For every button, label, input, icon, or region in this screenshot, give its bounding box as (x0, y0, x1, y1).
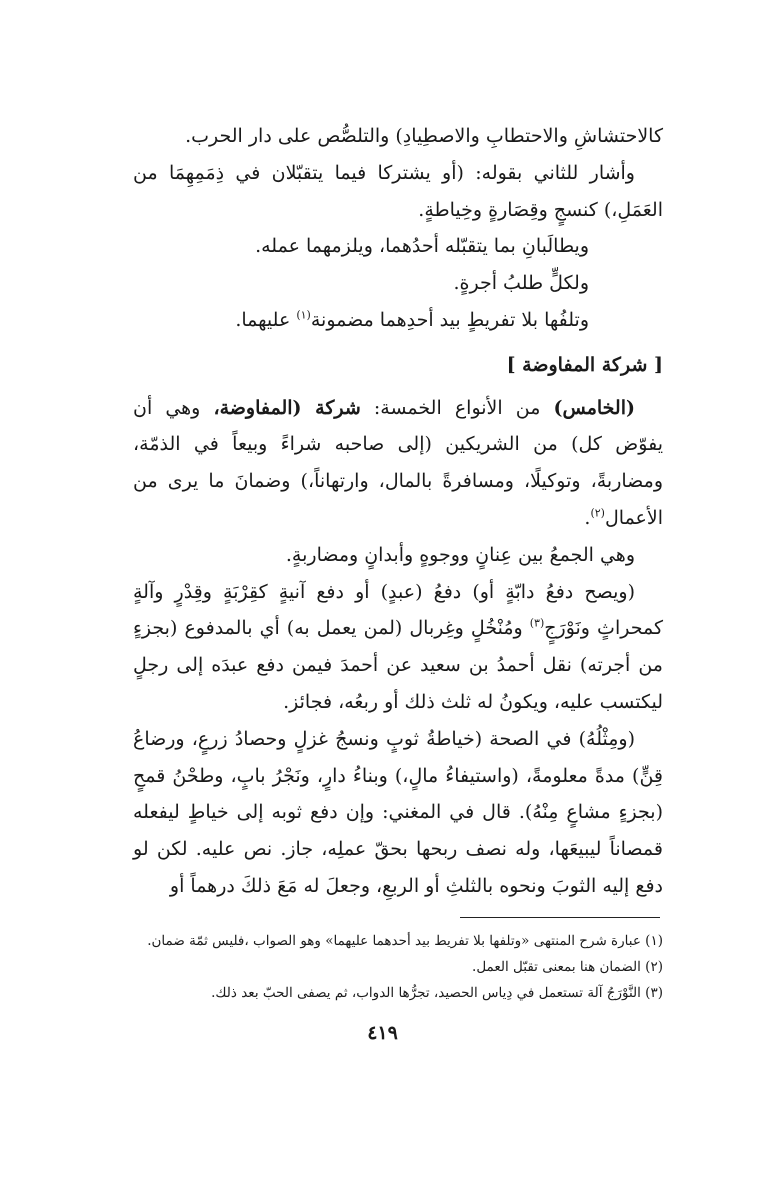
paragraph: كالاحتشاشِ والاحتطابِ والاصطِيادِ) والتلصُّص على دار الحرب. (185, 125, 663, 147)
page-number: ٤١٩ (367, 1022, 398, 1044)
paragraph: ويطالَبانِ بما يتقبّله أحدُهما، ويلزمهما عمله. (255, 235, 589, 258)
footnote: (٣) النَّوْرَجُ آلة تستعمل في دِياس الحصيد، تجرُّها الدواب، ثم يصفى الحبّ بعد ذلك. (211, 985, 663, 1001)
paragraph (133, 302, 663, 339)
paragraph: وهي الجمعُ بين عِنانٍ ووجوهٍ وأبدانٍ ومضاربةٍ. (285, 543, 635, 566)
paragraph: وأشار للثاني بقوله: (أو يشتركا فيما يتقبّلان في ذِمَمِهِمَا من العَمَلِ،) كنسجٍ وقِصَارةٍ وخِياطةٍ. (133, 161, 663, 221)
text-run: عليهما. (235, 308, 297, 331)
text-run: شركة (المفاوضة، (213, 396, 361, 419)
main-text (133, 118, 663, 905)
footnote-ref: (١) (296, 308, 311, 322)
footnote: (٢) الضمان هنا بمعنى تقبّل العمل. (472, 959, 663, 975)
text-run: من الأنواع الخمسة: (360, 396, 554, 419)
footnotes (133, 928, 663, 1006)
text-run: (الخامس) (553, 396, 635, 419)
footnote-ref: (٣) (529, 617, 545, 631)
text-run: وهي أن يفوّض كل) من الشريكين (إلى صاحبه شراءً وبيعاً في الذمّة، ومضاربةً، وتوكيلًا، ومسافرةً بالمال، وارتهاناً،) وضمانَ ما يرى من الأعمال (133, 396, 663, 529)
footnote: (١) عبارة شرح المنتهى «وتلفها بلا تفريط بيد أحدهما عليهما» وهو الصواب ،فليس ثمّة ضمان. (147, 933, 663, 949)
paragraph (133, 390, 663, 537)
paragraph: (ومِثْلُهُ) في الصحة (خياطةُ ثوبٍ ونسجُ غزلٍ وحصادُ زرعٍ، ورضاعُ قِنٍّ) مدةً معلومةً، (واستيفاءُ مالٍ،) وبناءُ دارٍ، ونَجْرُ بابٍ، وطحْنُ قمحٍ (بجزءٍ مشاعٍ مِنْهُ). قال في المغني: وإن دفع ثوبه إلى خياطٍ ليفعله قمصاناً ليبيعَها، وله نصف ربحها بحقّ عملِه، جاز. نص عليه. لكن لو دفع إليه الثوبَ ونحوه بالثلثِ أو الربعِ، وجعلَ له مَعَ ذلكَ درهماً أو (133, 727, 663, 897)
text-run: . (584, 506, 591, 529)
text-run: (ويصح دفعُ دابّةٍ أو) دفعُ (عبدٍ) أو دفع آنيةٍ كقِرْبَةٍ وقِدْرٍ وآلةٍ كمحراثٍ ونَوْرَجٍ (133, 580, 663, 640)
footnote-divider (460, 917, 660, 918)
section-heading: [ شركة المفاوضة ] (506, 353, 663, 376)
paragraph: ولكلٍّ طلبُ أجرةٍ. (453, 272, 589, 295)
text-run: وتلفُها بلا تفريطٍ بيد أحدِهما مضمونة (310, 308, 589, 331)
paragraph (133, 574, 663, 721)
footnote-ref: (٢) (590, 506, 605, 520)
text-run: ومُنْخُلٍ وغِربال (لمن يعمل به) أي بالمدفوع (بجزءٍ من أجرته) نقل أحمدُ بن سعيد عن أحمدَ فيمن دفع عبدَه إلى رجلٍ ليكتسب عليه، ويكونُ له ثلث ذلك أو ربعُه، فجائز. (133, 617, 663, 713)
